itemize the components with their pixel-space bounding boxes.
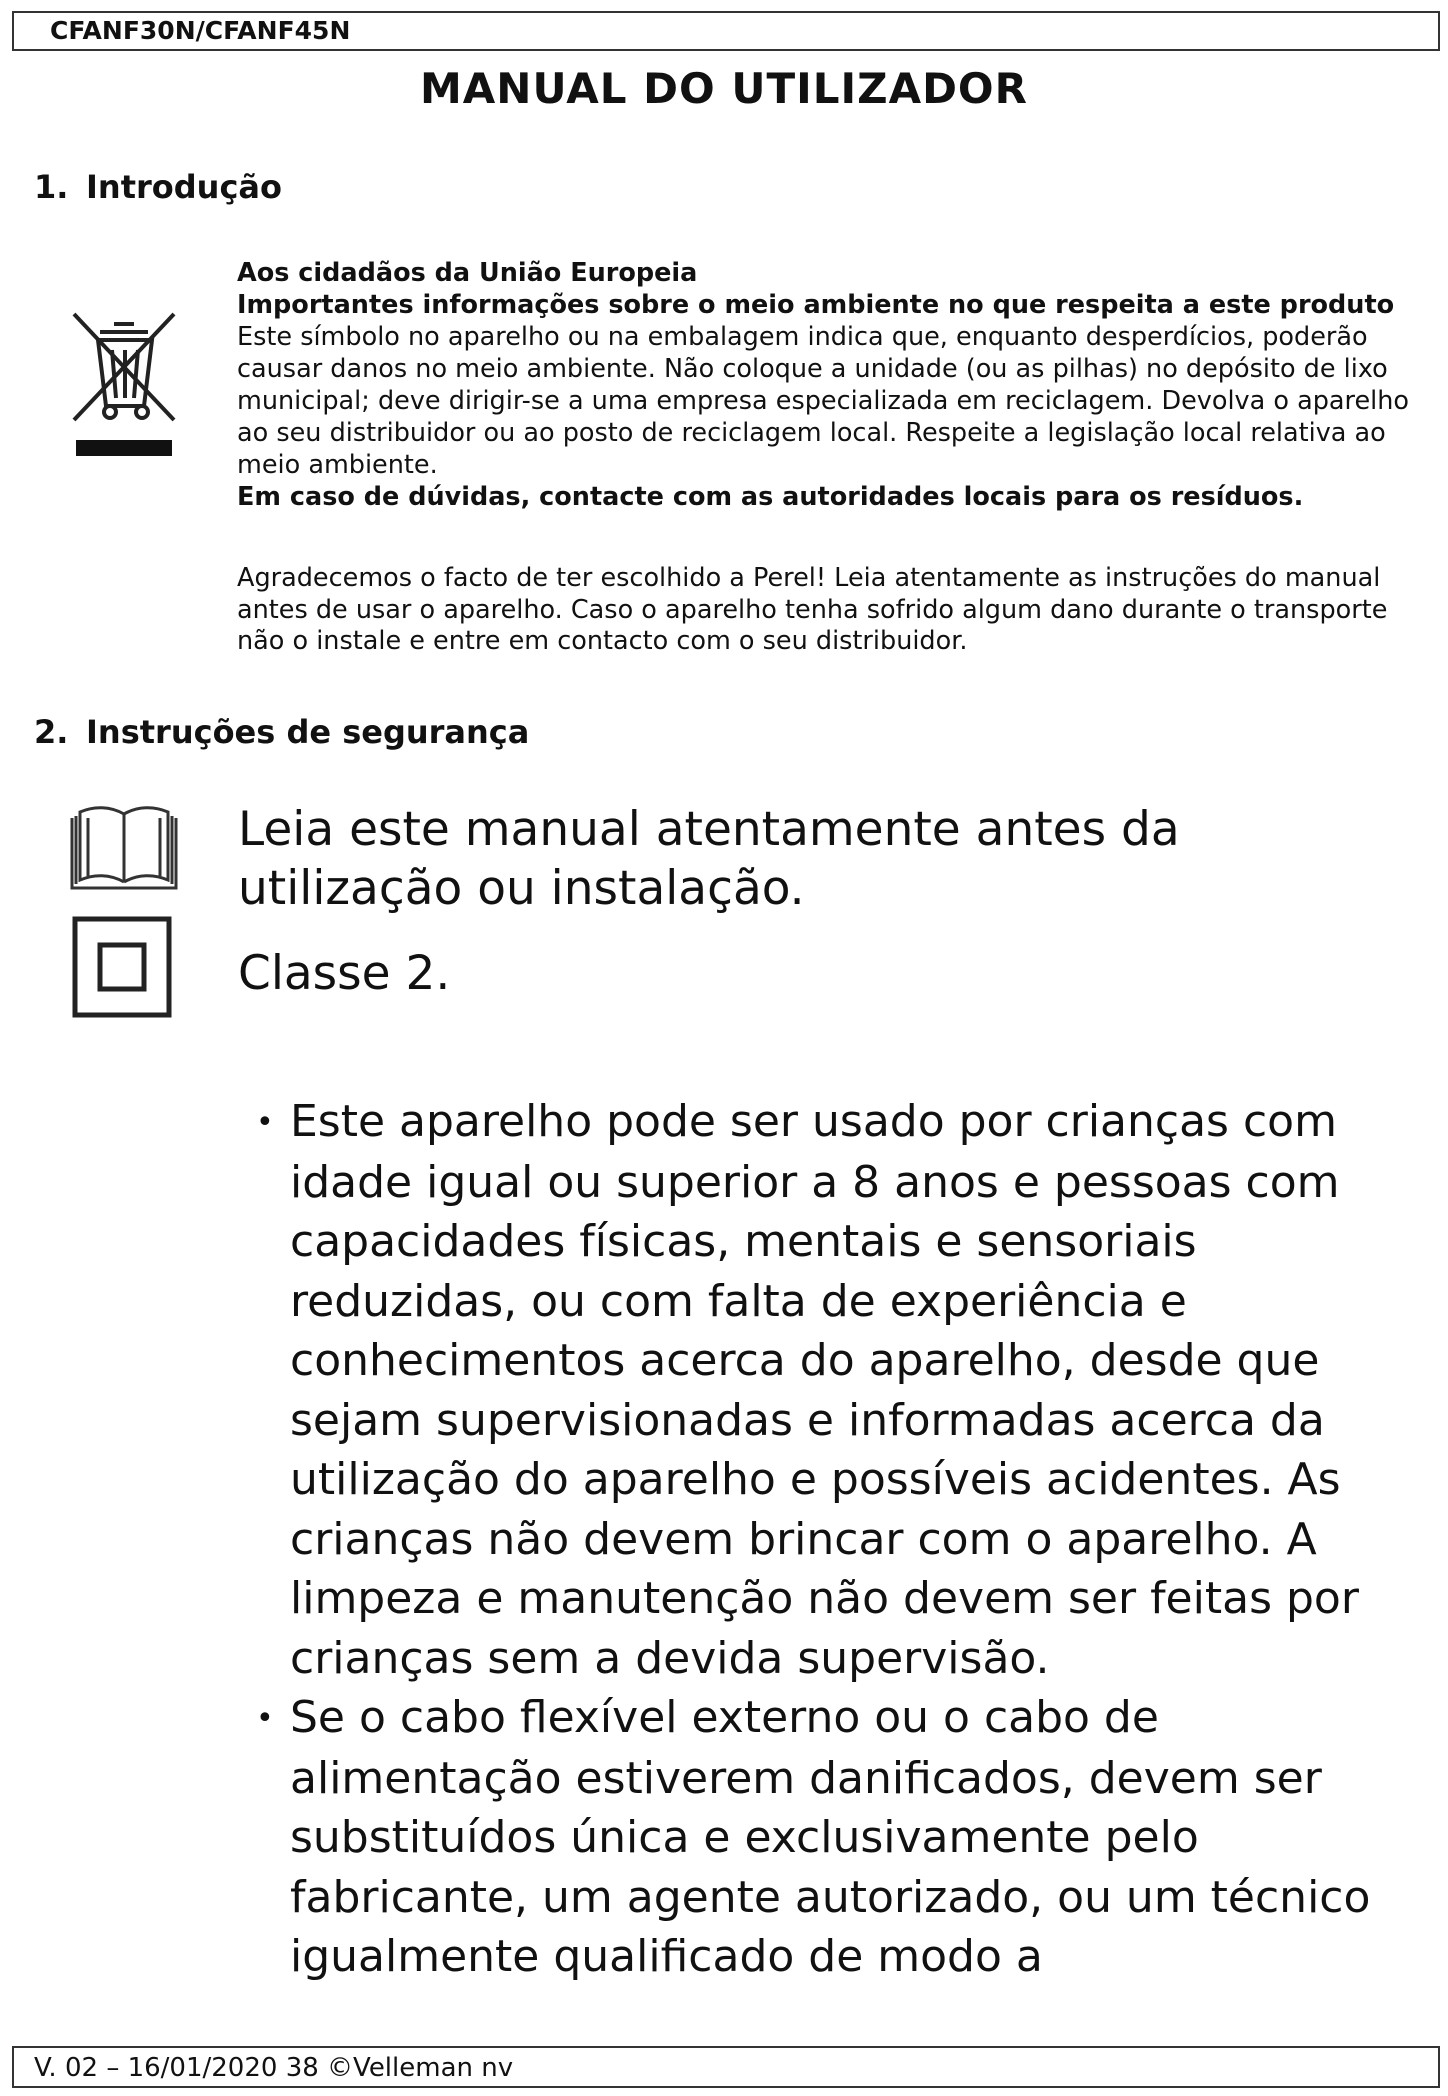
header-box [12, 11, 1440, 51]
eu-notice-line1: Aos cidadãos da União Europeia [237, 258, 698, 288]
section-1-title: Introdução [86, 168, 282, 206]
page-title: MANUAL DO UTILIZADOR [420, 64, 1028, 113]
eu-notice [237, 257, 1427, 513]
section-1-number: 1. [34, 168, 69, 206]
thanks-paragraph: Agradecemos o facto de ter escolhido a Perel! Leia atentamente as instruções do manual antes de usar o aparelho. Caso o aparelho tenha sofrido algum dano durante o transporte não o instale e entre em contacto com o seu distribuidor. [237, 563, 1388, 656]
section-2-title: Instruções de segurança [86, 713, 530, 751]
footer-text: V. 02 – 16/01/2020 38 ©Velleman nv [34, 2053, 514, 2083]
model-name: CFANF30N/CFANF45N [50, 16, 351, 45]
section-1-heading [34, 168, 282, 206]
footer-box [12, 2046, 1440, 2088]
book-icon [68, 800, 180, 892]
read-manual-text: Leia este manual atentamente antes da utilização ou instalação. [238, 802, 1180, 916]
section-2-heading [34, 713, 529, 751]
safety-bullet-list [228, 1092, 1418, 1987]
bullet-text-2: Se o cabo flexível externo ou o cabo de alimentação estiverem danificados, devem ser substituídos única e exclusivamente pelo fabricante, um agente autorizado, ou um técnico igualmente qualificado de modo a [290, 1692, 1371, 1982]
list-item: • Este aparelho pode ser usado por crianças com idade igual ou superior a 8 anos e pessoas com capacidades físicas, mentais e sensoriais reduzidas, ou com falta de experiência e conhecimentos acerca do aparelho, desde que sejam supervisionadas e informadas acerca da utilização do aparelho e possíveis acidentes. As crianças não devem brincar com o aparelho. A limpeza e manutenção não devem ser feitas por crianças sem a devida supervisão. [256, 1096, 1359, 1684]
class2-icon [72, 916, 172, 1018]
class2-text: Classe 2. [238, 946, 451, 1001]
section-2-number: 2. [34, 713, 69, 751]
eu-notice-body: Este símbolo no aparelho ou na embalagem indica que, enquanto desperdícios, poderão causar danos no meio ambiente. Não coloque a unidade (ou as pilhas) no depósito de lixo municipal; deve dirigir-se a uma empresa especializada em reciclagem. Devolva o aparelho ao seu distribuidor ou ao posto de reciclagem local. Respeite a legislação local relativa ao meio ambiente. [237, 322, 1409, 480]
eu-notice-contact: Em caso de dúvidas, contacte com as autoridades locais para os resíduos. [237, 482, 1304, 512]
list-item: • Se o cabo flexível externo ou o cabo de alimentação estiverem danificados, devem ser substituídos única e exclusivamente pelo fabricante, um agente autorizado, ou um técnico igualmente qualificado de modo a [256, 1692, 1371, 1982]
eu-notice-line2: Importantes informações sobre o meio ambiente no que respeita a este produto [237, 290, 1395, 320]
bullet-text-1: Este aparelho pode ser usado por crianças com idade igual ou superior a 8 anos e pessoas com capacidades físicas, mentais e sensoriais reduzidas, ou com falta de experiência e conhecimentos acerca do aparelho, desde que sejam supervisionadas e informadas acerca da utilização do aparelho e possíveis acidentes. As crianças não devem brincar com o aparelho. A limpeza e manutenção não devem ser feitas por crianças sem a devida supervisão. [290, 1096, 1359, 1684]
weee-bin-icon [68, 310, 180, 466]
